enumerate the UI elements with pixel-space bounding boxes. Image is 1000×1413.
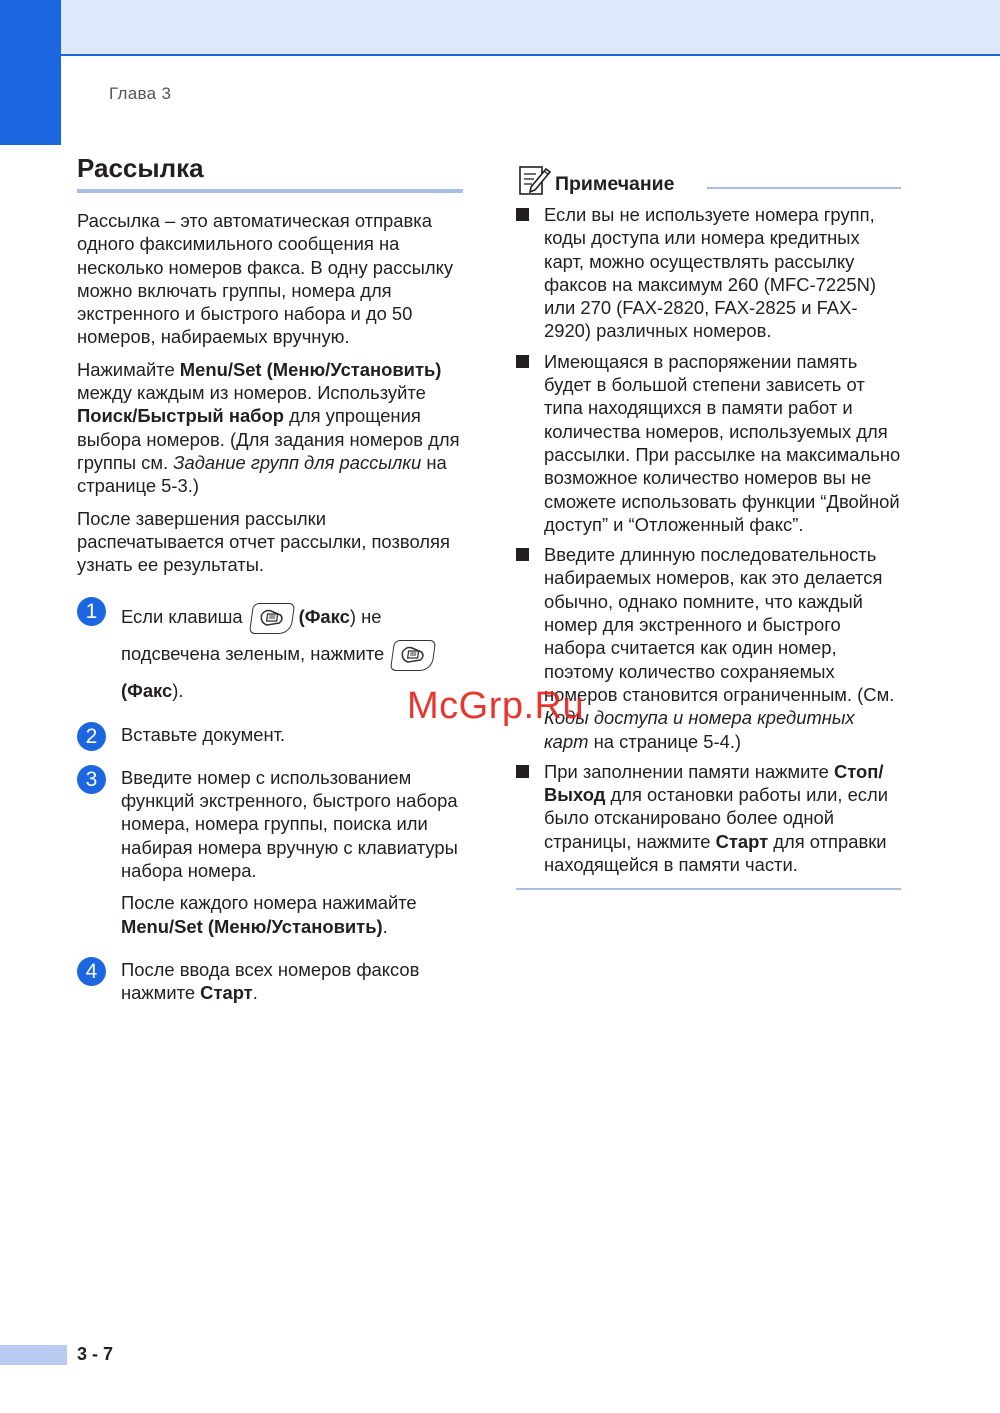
note-list bbox=[516, 203, 901, 876]
note-header bbox=[516, 163, 901, 203]
main-column bbox=[77, 150, 463, 1004]
chapter-label: Глава 3 bbox=[109, 84, 172, 103]
chapter-tab bbox=[0, 0, 61, 145]
step-1: 1 Если клавиша (Факс) не подсвечена зеленым, нажмите (Факс). bbox=[77, 598, 463, 709]
note-item: Имеющаяся в распоряжении память будет в большой степени зависеть от типа находящихся в памяти работ и количества номеров, используемых для рассылки. При рассылке на максимально возможное количество номеров вы не сможете использовать функции “Двойной доступ” и “Отложенный факс”. bbox=[516, 350, 901, 536]
header-band bbox=[0, 0, 1000, 56]
title-rule bbox=[77, 189, 463, 193]
note-item: Введите длинную последовательность набираемых номеров, как это делается обычно, однако помните, что каждый номер для экстренного и быстрого набора считается как один номер, поэтому количество сохраняемых номеров становится ограниченным. (См. Коды доступа и номера кредитных карт на странице 5-4.) bbox=[516, 543, 901, 753]
note-box bbox=[516, 163, 901, 890]
square-bullet bbox=[516, 765, 529, 778]
fax-key-icon bbox=[390, 640, 436, 671]
step-2: 2 Вставьте документ. bbox=[77, 723, 463, 746]
step-list bbox=[77, 598, 463, 1004]
section-title: Рассылка bbox=[77, 153, 204, 183]
report-paragraph: После завершения рассылки распечатывается отчет рассылки, позволяя узнать ее результаты. bbox=[77, 507, 450, 576]
cross-reference: Задание групп для рассылки bbox=[173, 451, 422, 473]
step-number: 4 bbox=[77, 957, 106, 986]
note-pencil-icon bbox=[518, 163, 552, 202]
note-item: При заполнении памяти нажмите Стоп/Выход для остановки работы или, если было отсканировано более одной страницы, нажмите Старт для отправки находящейся в памяти части. bbox=[516, 760, 901, 876]
intro-paragraph: Рассылка – это автоматическая отправка одного факсимильного сообщения на несколько номеров факса. В одну рассылку можно включать группы, номера для экстренного и быстрого набора и до 50 номеров, набираемых вручную. bbox=[77, 210, 454, 348]
page-number: 3 - 7 bbox=[77, 1344, 114, 1364]
footer-band bbox=[0, 1345, 67, 1365]
header-rule bbox=[60, 54, 1000, 56]
cross-reference: Коды доступа и номера кредитных карт bbox=[544, 707, 855, 752]
step-3: 3 Введите номер с использованием функций экстренного, быстрого набора номера, номера группы, поиска или набирая номера вручную с клавиатуры набора номера. После каждого номера нажимайте Menu/Set (Меню/Установить). bbox=[77, 766, 463, 938]
fax-key-icon bbox=[248, 603, 294, 634]
step-number: 1 bbox=[77, 597, 106, 626]
note-bottom-rule bbox=[516, 888, 901, 890]
note-title: Примечание bbox=[555, 173, 675, 195]
step-4: 4 После ввода всех номеров факсов нажмите Старт. bbox=[77, 958, 463, 1005]
square-bullet bbox=[516, 548, 529, 561]
watermark: McGrp.Ru bbox=[407, 685, 585, 727]
menu-paragraph: Нажимайте Menu/Set (Меню/Установить) между каждым из номеров. Используйте Поиск/Быстрый набор для упрощения выбора номеров. (Для задания номеров для группы см. Задание групп для рассылки на странице 5-3.) bbox=[77, 358, 460, 497]
step-number: 3 bbox=[77, 765, 106, 794]
note-title-rule bbox=[707, 187, 901, 189]
step-3-followup: После каждого номера нажимайте Menu/Set (Меню/Установить). bbox=[121, 892, 417, 937]
step-number: 2 bbox=[77, 722, 106, 751]
square-bullet bbox=[516, 208, 529, 221]
square-bullet bbox=[516, 355, 529, 368]
note-item: Если вы не используете номера групп, коды доступа или номера кредитных карт, можно осуществлять рассылку факсов на максимум 260 (MFC-7225N) или 270 (FAX-2820, FAX-2825 и FAX-2920) различных номеров. bbox=[516, 203, 901, 343]
